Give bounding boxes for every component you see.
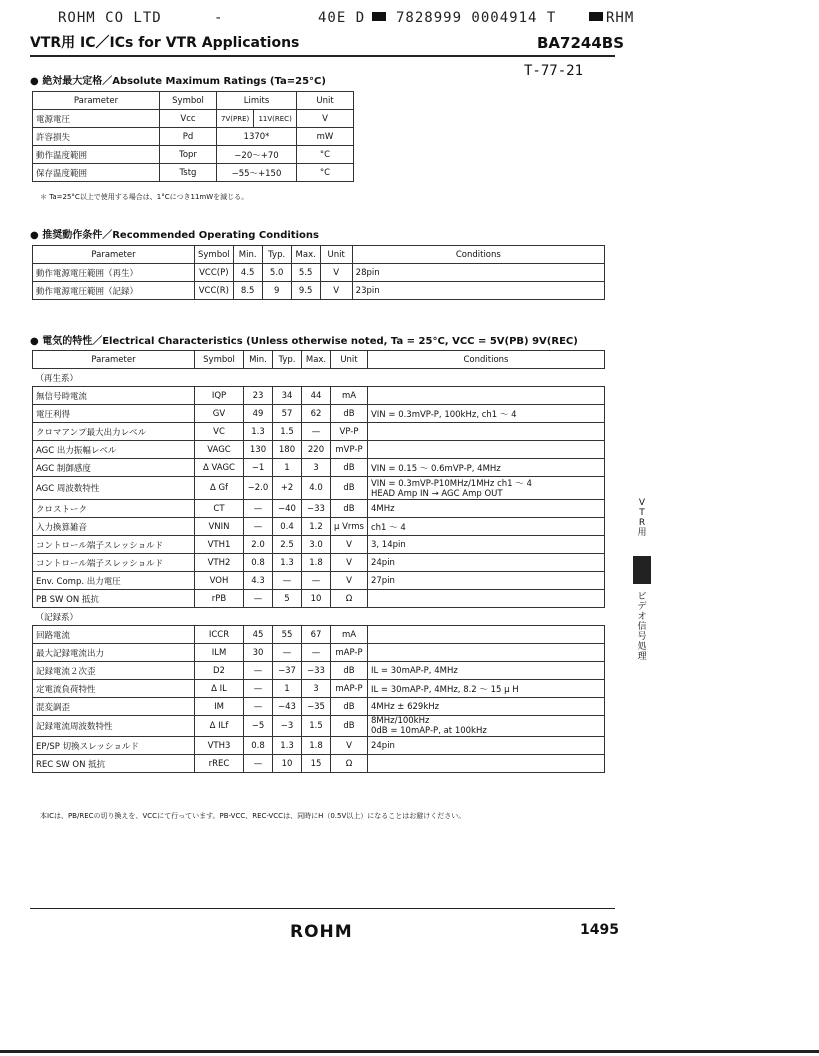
- typ-cell: —: [273, 644, 302, 662]
- typ-cell: 0.4: [273, 518, 302, 536]
- unit-cell: V: [331, 536, 368, 554]
- min-cell: −5: [244, 716, 273, 737]
- param-cell: 最大記録電流出力: [33, 644, 195, 662]
- min-cell: 0.8: [244, 737, 273, 755]
- conditions-cell: [367, 387, 604, 405]
- elec-note: 本ICは、PB/RECの切り換えを、VCCにて行っています。PB-VCC、REC-VCCは、同時にH（0.5V以上）になることはお避けください。: [40, 812, 466, 820]
- cell: VCC(P): [195, 264, 234, 282]
- table-row: [33, 405, 605, 423]
- unit-cell: V: [331, 737, 368, 755]
- param-cell: AGC 出力振幅レベル: [33, 441, 195, 459]
- max-cell: 1.8: [302, 554, 331, 572]
- symbol-cell: Δ Gf: [195, 477, 244, 500]
- typ-cell: 1.3: [273, 554, 302, 572]
- typ-cell: 10: [273, 755, 302, 773]
- param-cell: EP/SP 切換スレッショルド: [33, 737, 195, 755]
- table-row: [33, 282, 605, 300]
- conditions-line: HEAD Amp IN → AGC Amp OUT: [370, 489, 503, 499]
- unit-cell: VP-P: [331, 423, 368, 441]
- handwritten-code: T-77-21: [524, 63, 584, 79]
- rohm-logo: ROHM: [290, 922, 353, 942]
- col-typ: Typ.: [262, 246, 291, 264]
- table-group-row: [33, 608, 605, 626]
- header-brand: RHM: [606, 10, 635, 26]
- max-cell: 67: [302, 626, 331, 644]
- typ-cell: 2.5: [273, 536, 302, 554]
- col-min: Min.: [233, 246, 262, 264]
- param-cell: 回路電流: [33, 626, 195, 644]
- conditions-cell: [367, 477, 604, 500]
- header-black-block: [372, 12, 386, 21]
- max-cell: 62: [302, 405, 331, 423]
- conditions-cell: [367, 590, 604, 608]
- table-row: [33, 518, 605, 536]
- min-cell: 130: [244, 441, 273, 459]
- cell: 電源電圧: [33, 110, 160, 128]
- unit-cell: dB: [331, 459, 368, 477]
- col-parameter: Parameter: [33, 246, 195, 264]
- side-char: 号: [637, 632, 647, 642]
- conditions-cell: [367, 755, 604, 773]
- symbol-cell: VNIN: [195, 518, 244, 536]
- conditions-cell: 4MHz: [367, 500, 604, 518]
- cell: 動作温度範囲: [33, 146, 160, 164]
- title-rule: [30, 55, 615, 57]
- side-label-video-text: [636, 592, 648, 662]
- table-group-row: [33, 369, 605, 387]
- typ-cell: 1: [273, 459, 302, 477]
- typ-cell: 5: [273, 590, 302, 608]
- cell: VCC(R): [195, 282, 234, 300]
- min-cell: —: [244, 698, 273, 716]
- elec-table: [32, 350, 605, 773]
- cell: Vcc: [160, 110, 217, 128]
- col-min: Min.: [244, 351, 273, 369]
- table-row: [33, 737, 605, 755]
- min-cell: 0.8: [244, 554, 273, 572]
- cell: Topr: [160, 146, 217, 164]
- table-row: [33, 590, 605, 608]
- side-label-vtr: [636, 498, 648, 538]
- col-conditions: Conditions: [367, 351, 604, 369]
- max-cell: −33: [302, 662, 331, 680]
- min-cell: 4.3: [244, 572, 273, 590]
- typ-cell: 1.5: [273, 423, 302, 441]
- group-label: （記録系）: [33, 608, 605, 626]
- conditions-cell: 3, 14pin: [367, 536, 604, 554]
- param-cell: コントロール端子スレッショルド: [33, 554, 195, 572]
- col-unit: Unit: [297, 92, 354, 110]
- max-cell: 1.8: [302, 737, 331, 755]
- unit-cell: dB: [331, 405, 368, 423]
- symbol-cell: rREC: [195, 755, 244, 773]
- group-label: （再生系）: [33, 369, 605, 387]
- unit-cell: mAP-P: [331, 680, 368, 698]
- unit-cell: mA: [331, 626, 368, 644]
- table-row: [33, 110, 354, 128]
- side-char: オ: [637, 612, 647, 622]
- page-title: VTR用 IC／ICs for VTR Applications: [30, 35, 300, 51]
- param-cell: AGC 制御感度: [33, 459, 195, 477]
- table-row: [33, 662, 605, 680]
- max-cell: 4.0: [302, 477, 331, 500]
- table-row: [33, 644, 605, 662]
- param-cell: クロストーク: [33, 500, 195, 518]
- header-dash: -: [214, 10, 224, 26]
- bottom-scan-edge: [0, 1050, 819, 1053]
- side-label-vtr-text: [636, 498, 648, 538]
- max-cell: 10: [302, 590, 331, 608]
- symbol-cell: rPB: [195, 590, 244, 608]
- conditions-line: 0dB = 10mAP-P, at 100kHz: [370, 726, 487, 736]
- symbol-cell: ILM: [195, 644, 244, 662]
- symbol-cell: VTH2: [195, 554, 244, 572]
- table-row: [33, 554, 605, 572]
- cell: 1370*: [217, 128, 297, 146]
- table-row: [33, 477, 605, 500]
- symbol-cell: VTH3: [195, 737, 244, 755]
- table-row: [33, 572, 605, 590]
- cell: 11V(REC): [254, 110, 297, 128]
- col-max: Max.: [302, 351, 331, 369]
- cell: 28pin: [352, 264, 604, 282]
- max-cell: 3: [302, 459, 331, 477]
- param-cell: 入力換算雑音: [33, 518, 195, 536]
- min-cell: —: [244, 518, 273, 536]
- cell: 5.5: [291, 264, 320, 282]
- unit-cell: mVP-P: [331, 441, 368, 459]
- min-cell: —: [244, 755, 273, 773]
- side-char: 理: [637, 652, 647, 662]
- conditions-cell: [367, 716, 604, 737]
- side-char: R: [638, 518, 646, 528]
- conditions-cell: [367, 441, 604, 459]
- symbol-cell: VC: [195, 423, 244, 441]
- typ-cell: 1.3: [273, 737, 302, 755]
- side-char: 処: [637, 642, 647, 652]
- cell: 23pin: [352, 282, 604, 300]
- abs-max-note: ＊ Ta=25°C以上で使用する場合は、1°Cにつき11mWを減じる。: [40, 193, 249, 201]
- table-row: [33, 500, 605, 518]
- side-char: 用: [637, 528, 647, 538]
- table-row: [33, 423, 605, 441]
- table-row: [33, 536, 605, 554]
- footer-rule: [30, 908, 615, 909]
- typ-cell: +2: [273, 477, 302, 500]
- cell: V: [297, 110, 354, 128]
- col-parameter: Parameter: [33, 92, 160, 110]
- table-row: [33, 146, 354, 164]
- unit-cell: mAP-P: [331, 644, 368, 662]
- max-cell: —: [302, 423, 331, 441]
- min-cell: —: [244, 680, 273, 698]
- table-row: [33, 387, 605, 405]
- param-cell: クロマアンプ最大出力レベル: [33, 423, 195, 441]
- col-parameter: Parameter: [33, 351, 195, 369]
- side-tab-marker: [633, 556, 651, 584]
- min-cell: —: [244, 662, 273, 680]
- max-cell: 220: [302, 441, 331, 459]
- symbol-cell: ICCR: [195, 626, 244, 644]
- param-cell: REC SW ON 抵抗: [33, 755, 195, 773]
- side-char: ビ: [637, 592, 647, 602]
- symbol-cell: IQP: [195, 387, 244, 405]
- min-cell: 23: [244, 387, 273, 405]
- typ-cell: −43: [273, 698, 302, 716]
- cell: 9: [262, 282, 291, 300]
- cell: 7V(PRE): [217, 110, 254, 128]
- table-row: [33, 698, 605, 716]
- unit-cell: μ Vrms: [331, 518, 368, 536]
- max-cell: 3: [302, 680, 331, 698]
- side-char: 信: [637, 622, 647, 632]
- symbol-cell: Δ VAGC: [195, 459, 244, 477]
- cell: 8.5: [233, 282, 262, 300]
- cell: −20〜+70: [217, 146, 297, 164]
- page-number: 1495: [580, 922, 619, 938]
- max-cell: −33: [302, 500, 331, 518]
- max-cell: —: [302, 644, 331, 662]
- symbol-cell: VAGC: [195, 441, 244, 459]
- cell: 許容損失: [33, 128, 160, 146]
- cell: 4.5: [233, 264, 262, 282]
- min-cell: 2.0: [244, 536, 273, 554]
- max-cell: 3.0: [302, 536, 331, 554]
- conditions-cell: [367, 626, 604, 644]
- header-code: 7828999 0004914 T: [396, 10, 557, 26]
- unit-cell: V: [331, 554, 368, 572]
- max-cell: 1.5: [302, 716, 331, 737]
- min-cell: —: [244, 500, 273, 518]
- unit-cell: Ω: [331, 590, 368, 608]
- side-label-video: [636, 592, 648, 662]
- typ-cell: 34: [273, 387, 302, 405]
- unit-cell: dB: [331, 500, 368, 518]
- param-cell: コントロール端子スレッショルド: [33, 536, 195, 554]
- table-row: [33, 128, 354, 146]
- param-cell: 電圧利得: [33, 405, 195, 423]
- conditions-line: VIN = 0.3mVP-P10MHz/1MHz ch1 〜 4: [370, 479, 532, 489]
- cell: Pd: [160, 128, 217, 146]
- conditions-cell: [367, 644, 604, 662]
- typ-cell: −3: [273, 716, 302, 737]
- symbol-cell: VTH1: [195, 536, 244, 554]
- symbol-cell: GV: [195, 405, 244, 423]
- header-company: ROHM CO LTD: [58, 10, 162, 26]
- symbol-cell: VOH: [195, 572, 244, 590]
- col-unit: Unit: [320, 246, 352, 264]
- col-symbol: Symbol: [195, 246, 234, 264]
- param-cell: 定電流負荷特性: [33, 680, 195, 698]
- min-cell: —: [244, 590, 273, 608]
- part-number: BA7244BS: [537, 34, 625, 52]
- typ-cell: —: [273, 572, 302, 590]
- symbol-cell: D2: [195, 662, 244, 680]
- table-row: [33, 626, 605, 644]
- cell: −55〜+150: [217, 164, 297, 182]
- param-cell: 記録電流周波数特性: [33, 716, 195, 737]
- conditions-line: 8MHz/100kHz: [370, 716, 430, 726]
- table-row: [33, 164, 354, 182]
- param-cell: PB SW ON 抵抗: [33, 590, 195, 608]
- unit-cell: dB: [331, 662, 368, 680]
- typ-cell: −40: [273, 500, 302, 518]
- symbol-cell: Δ ILf: [195, 716, 244, 737]
- abs-max-table: [32, 91, 354, 182]
- header-black-block-2: [589, 12, 603, 21]
- cell: Tstg: [160, 164, 217, 182]
- param-cell: Env. Comp. 出力電圧: [33, 572, 195, 590]
- cell: 動作電源電圧範囲（記録）: [33, 282, 195, 300]
- min-cell: 49: [244, 405, 273, 423]
- conditions-cell: IL = 30mAP-P, 4MHz: [367, 662, 604, 680]
- max-cell: −35: [302, 698, 331, 716]
- abs-max-heading: ● 絶対最大定格／Absolute Maximum Ratings (Ta=25°C): [30, 76, 326, 87]
- param-cell: 混変調歪: [33, 698, 195, 716]
- min-cell: −1: [244, 459, 273, 477]
- cell: V: [320, 282, 352, 300]
- typ-cell: 1: [273, 680, 302, 698]
- conditions-cell: 24pin: [367, 554, 604, 572]
- col-symbol: Symbol: [195, 351, 244, 369]
- table-row: [33, 716, 605, 737]
- typ-cell: −37: [273, 662, 302, 680]
- typ-cell: 180: [273, 441, 302, 459]
- table-row: [33, 264, 605, 282]
- rec-op-heading: ● 推奨動作条件／Recommended Operating Conditions: [30, 230, 319, 241]
- conditions-cell: 27pin: [367, 572, 604, 590]
- side-char: デ: [637, 602, 647, 612]
- col-symbol: Symbol: [160, 92, 217, 110]
- max-cell: —: [302, 572, 331, 590]
- conditions-cell: [367, 423, 604, 441]
- cell: 保存温度範囲: [33, 164, 160, 182]
- col-conditions: Conditions: [352, 246, 604, 264]
- cell: °C: [297, 146, 354, 164]
- conditions-cell: 24pin: [367, 737, 604, 755]
- unit-cell: dB: [331, 716, 368, 737]
- table-row: [33, 680, 605, 698]
- min-cell: −2.0: [244, 477, 273, 500]
- cell: 9.5: [291, 282, 320, 300]
- header-code-left: 40E D: [318, 10, 366, 26]
- cell: mW: [297, 128, 354, 146]
- conditions-cell: IL = 30mAP-P, 4MHz, 8.2 〜 15 μ H: [367, 680, 604, 698]
- col-unit: Unit: [331, 351, 368, 369]
- conditions-cell: VIN = 0.3mVP-P, 100kHz, ch1 〜 4: [367, 405, 604, 423]
- param-cell: 記録電流２次歪: [33, 662, 195, 680]
- unit-cell: Ω: [331, 755, 368, 773]
- param-cell: 無信号時電流: [33, 387, 195, 405]
- max-cell: 15: [302, 755, 331, 773]
- table-row: [33, 441, 605, 459]
- typ-cell: 55: [273, 626, 302, 644]
- table-row: [33, 755, 605, 773]
- cell: 5.0: [262, 264, 291, 282]
- rec-op-table: [32, 245, 605, 300]
- cell: °C: [297, 164, 354, 182]
- min-cell: 1.3: [244, 423, 273, 441]
- unit-cell: V: [331, 572, 368, 590]
- symbol-cell: Δ IL: [195, 680, 244, 698]
- col-limits: Limits: [217, 92, 297, 110]
- symbol-cell: CT: [195, 500, 244, 518]
- param-cell: AGC 周波数特性: [33, 477, 195, 500]
- col-typ: Typ.: [273, 351, 302, 369]
- conditions-cell: VIN = 0.15 〜 0.6mVP-P, 4MHz: [367, 459, 604, 477]
- side-char: T: [639, 508, 645, 518]
- unit-cell: dB: [331, 698, 368, 716]
- conditions-cell: 4MHz ± 629kHz: [367, 698, 604, 716]
- side-char: V: [638, 498, 646, 508]
- min-cell: 45: [244, 626, 273, 644]
- conditions-cell: ch1 〜 4: [367, 518, 604, 536]
- min-cell: 30: [244, 644, 273, 662]
- unit-cell: mA: [331, 387, 368, 405]
- col-max: Max.: [291, 246, 320, 264]
- symbol-cell: IM: [195, 698, 244, 716]
- max-cell: 44: [302, 387, 331, 405]
- unit-cell: dB: [331, 477, 368, 500]
- typ-cell: 57: [273, 405, 302, 423]
- max-cell: 1.2: [302, 518, 331, 536]
- elec-heading: ● 電気的特性／Electrical Characteristics (Unless otherwise noted, Ta = 25°C, VCC = 5V(PB) 9V(REC): [30, 336, 578, 347]
- table-row: [33, 459, 605, 477]
- cell: V: [320, 264, 352, 282]
- cell: 動作電源電圧範囲（再生）: [33, 264, 195, 282]
